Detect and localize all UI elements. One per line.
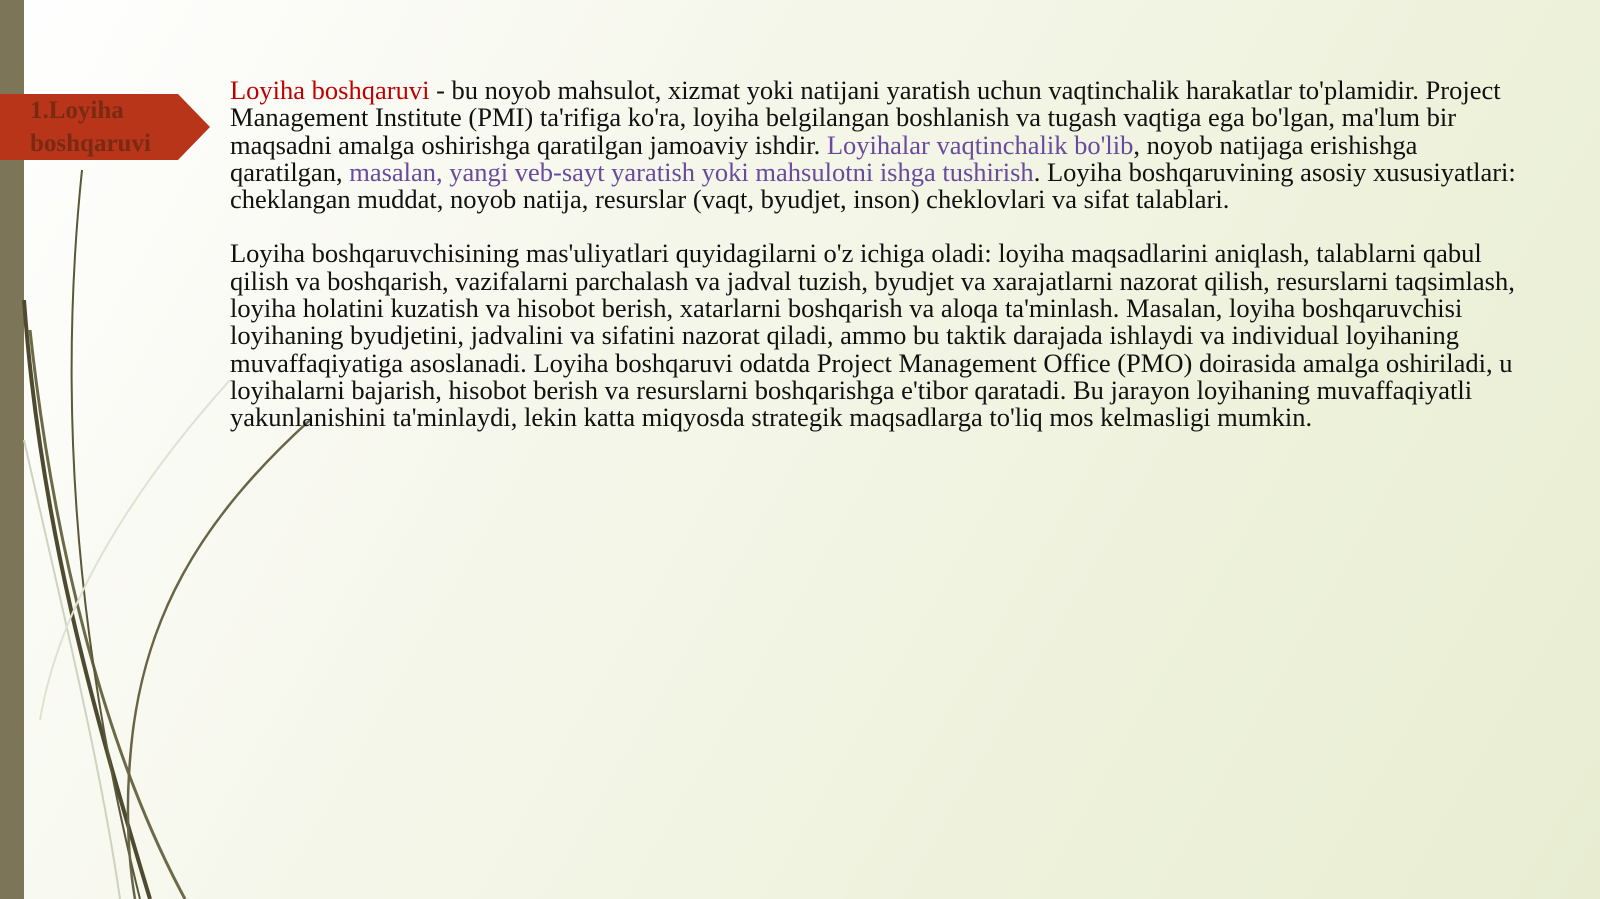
paragraph-text: - bu noyob mahsulot, xizmat yoki natijani yaratish uchun vaqtinchalik harakatlar to'plamidir. Project Management Institute (PMI) ta'rifiga ko'ra, loyiha belgilangan boshlanish va tugash vaqtiga ega bo'lgan, ma'lum bir maqsadni amalga oshirishga qaratilgan jamoaviy ishdir. <box>230 75 1501 160</box>
section-tag-label: 1.Loyiha boshqaruvi <box>30 97 151 157</box>
paragraph-text: . Loyiha boshqaruvining asosiy xususiyatlari: cheklangan muddat, noyob natija, resurslar (vaqt, byudjet, inson) cheklovlari va sifat talablari. <box>230 156 1516 215</box>
paragraph-definition <box>230 77 1520 213</box>
purple-highlight: Loyihalar vaqtinchalik bo'lib <box>826 129 1134 160</box>
purple-highlight: masalan, yangi veb-sayt yaratish yoki mahsulotni ishga tushirish <box>349 156 1034 187</box>
paragraph-responsibilities: Loyiha boshqaruvchisining mas'uliyatlari quyidagilarni o'z ichiga oladi: loyiha maqsadlarini aniqlash, talablarni qabul qilish va boshqarish, vazifalarni parchalash va jadval tuzish, byudjet va xarajatlarni nazorat qilish, resurslarni taqsimlash, loyiha holatini kuzatish va hisobot berish, xatarlarni boshqarish va aloqa ta'minlash. Masalan, loyiha boshqaruvchisi loyihaning byudjetini, jadvalini va sifatini nazorat qiladi, ammo bu taktik darajada ishlaydi va individual loyihaning muvaffaqiyatiga asoslanadi. Loyiha boshqaruvi odatda Project Management Office (PMO) doirasida amalga oshiriladi, u loyihalarni bajarish, hisobot berish va resurslarni boshqarishga e'tibor qaratadi. Bu jarayon loyihaning muvaffaqiyatli yakunlanishini ta'minlaydi, lekin katta miqyosda strategik maqsadlarga to'liq mos kelmasligi mumkin. <box>230 238 1515 433</box>
paragraph-text: , noyob natijaga erishishga qaratilgan, <box>230 129 1418 187</box>
slide-body <box>230 77 1520 459</box>
section-tag <box>0 94 210 160</box>
term-highlight: Loyiha boshqaruvi <box>230 75 430 105</box>
